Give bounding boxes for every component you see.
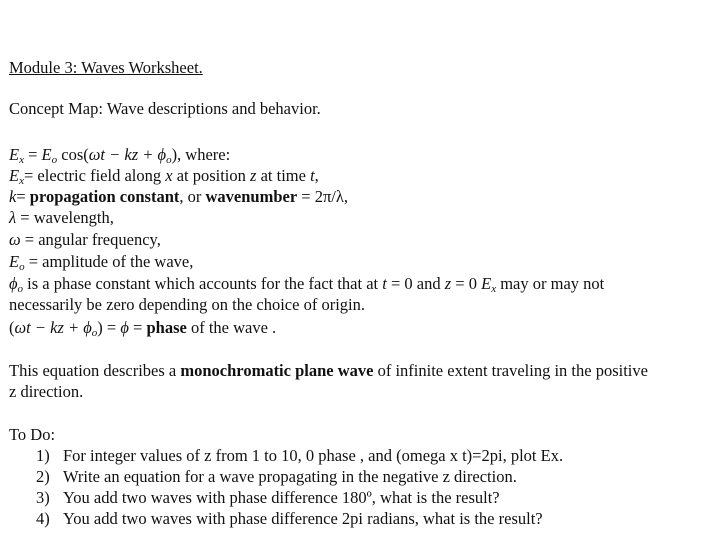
description-line-1: This equation describes a monochromatic plane wave of infinite extent traveling in the positive	[9, 361, 648, 380]
definition-phi-continued: necessarily be zero depending on the choice of origin.	[9, 295, 365, 314]
todo-item-2: 2) Write an equation for a wave propagating in the negative z direction.	[36, 467, 517, 486]
definition-phase: (ωt − kz + $\phi_o) = \phi$ = phase of the wave .	[9, 318, 277, 339]
description-line-2: z direction.	[9, 382, 84, 401]
page-title: Module 3: Waves Worksheet.	[9, 58, 203, 77]
definition-phi: $\phi_o$ is a phase constant which accounts for the fact that at t = 0 and z = 0 $E_x$ may or may not	[9, 274, 605, 295]
definition-k: k= propagation constant, or wavenumber = 2π/λ,	[9, 187, 349, 206]
todo-item-1: 1) For integer values of z from 1 to 10, 0 phase , and (omega x t)=2pi, plot Ex.	[36, 446, 564, 465]
definition-omega: ω = angular frequency,	[9, 230, 161, 249]
definition-eo: $E_o$ = amplitude of the wave,	[9, 252, 194, 273]
todo-item-4: 4) You add two waves with phase difference 2pi radians, what is the result?	[36, 509, 543, 528]
todo-item-3: 3) You add two waves with phase difference 180º, what is the result?	[36, 488, 500, 507]
todo-heading: To Do:	[9, 425, 56, 444]
concept-map-heading: Concept Map: Wave descriptions and behavior.	[9, 99, 321, 118]
definition-lambda: λ = wavelength,	[9, 208, 114, 227]
wave-equation: $E_x = E_o$ cos(ωt − kz + $\phi_o$), where:	[9, 145, 231, 166]
definition-ex: $E_x=$ electric field along x at position z at time t,	[9, 166, 319, 187]
